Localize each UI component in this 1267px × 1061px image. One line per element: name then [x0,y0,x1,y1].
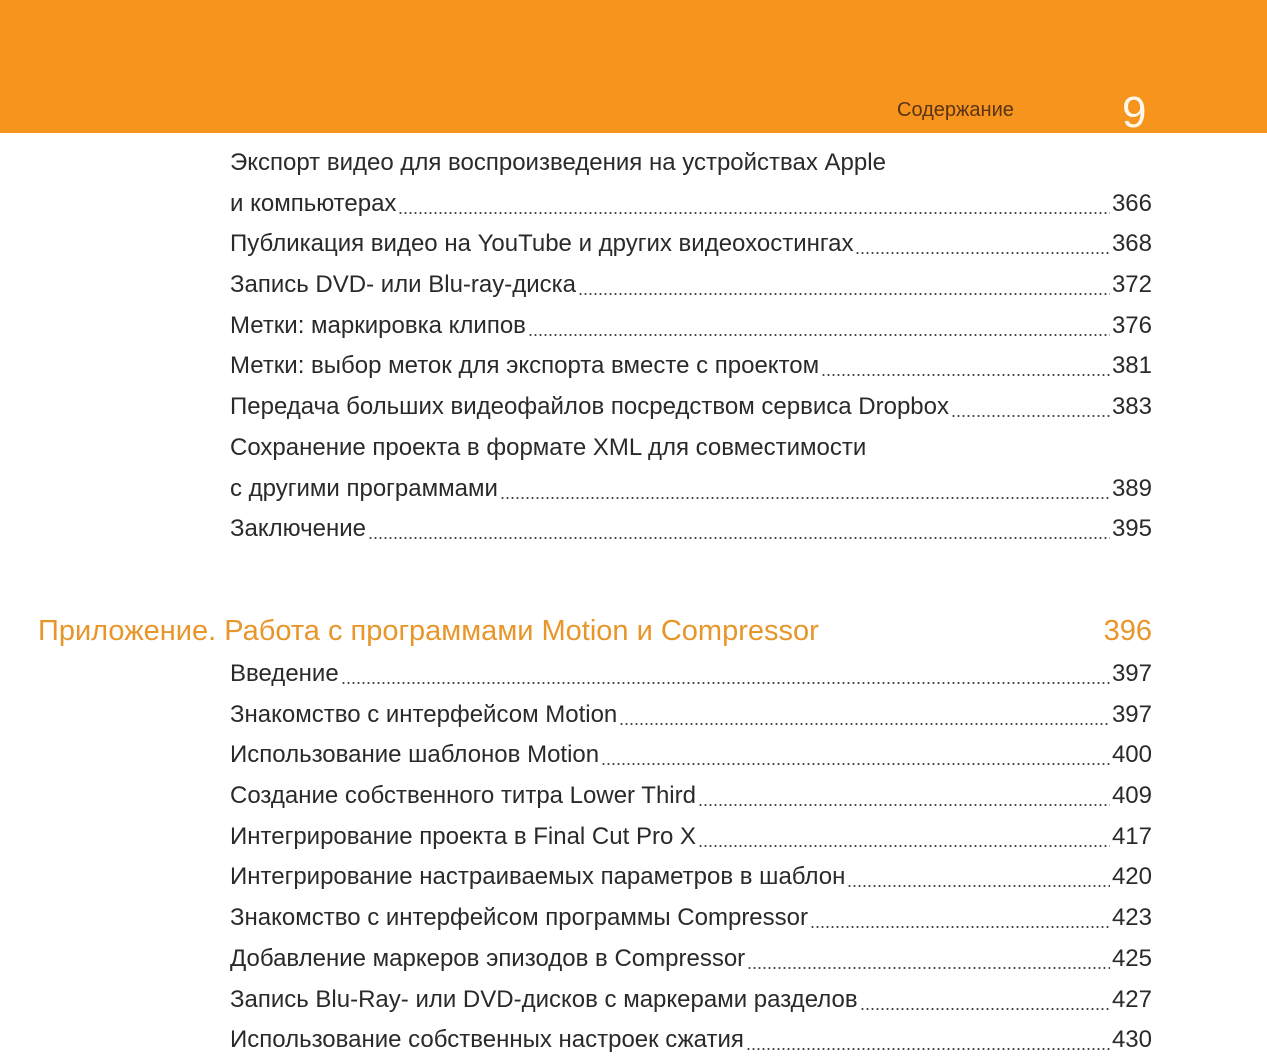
toc-entry-line [230,939,1152,980]
toc-entry-line [230,817,1152,858]
toc-entry-page: 400 [1111,741,1152,769]
toc-entry-page: 425 [1111,944,1152,972]
toc-entry-line [230,898,1152,939]
section-heading[interactable] [38,609,1152,653]
leader-dots [951,387,1110,428]
toc-list-bottom [230,654,1152,1061]
toc-entry-title: Сохранение проекта в формате XML для совместимости [230,433,867,461]
toc-entry-title: Передача больших видеофайлов посредством сервиса Dropbox [230,393,949,421]
toc-entry-title: Знакомство с интерфейсом программы Compressor [230,904,808,932]
leader-dots [698,776,1110,817]
toc-entry-title: Метки: выбор меток для экспорта вместе с проектом [230,352,820,380]
toc-entry-line [230,428,1152,469]
toc-entry[interactable] [230,428,1152,509]
toc-entry-title: Интегрирование настраиваемых параметров в шаблон [230,863,846,891]
toc-entry-title: Знакомство с интерфейсом Motion [230,700,618,728]
toc-entry-page: 376 [1111,311,1152,339]
toc-entry-page: 417 [1111,822,1152,850]
toc-entry[interactable] [230,980,1152,1021]
toc-entry[interactable] [230,939,1152,980]
toc-entry[interactable] [230,735,1152,776]
toc-entry[interactable] [230,387,1152,428]
leader-dots [500,469,1110,510]
toc-entry-page: 420 [1111,863,1152,891]
leader-dots [855,224,1110,265]
toc-entry-line [230,695,1152,736]
toc-entry[interactable] [230,306,1152,347]
toc-entry-title: Использование шаблонов Motion [230,741,600,769]
toc-entry-page: 409 [1111,782,1152,810]
toc-entry-page: 383 [1111,393,1152,421]
toc-entry-line [230,509,1152,550]
toc-entry-page: 389 [1111,474,1152,502]
toc-entry-title: Публикация видео на YouTube и других видеохостингах [230,230,854,258]
toc-entry-page: 395 [1111,515,1152,543]
toc-entry[interactable] [230,654,1152,695]
toc-entry[interactable] [230,346,1152,387]
toc-entry-title: Метки: маркировка клипов [230,311,526,339]
toc-entry-page: 381 [1111,352,1152,380]
toc-entry-page: 427 [1111,985,1152,1013]
toc-entry[interactable] [230,776,1152,817]
toc-entry-page: 430 [1111,1026,1152,1054]
toc-entry[interactable] [230,817,1152,858]
leader-dots [821,346,1110,387]
toc-entry-title: Создание собственного титра Lower Third [230,782,696,810]
leader-dots [747,939,1110,980]
toc-entry-page: 397 [1111,660,1152,687]
leader-dots [528,306,1110,347]
leader-dots [860,980,1110,1021]
toc-entry[interactable] [230,265,1152,306]
toc-entry-page: 368 [1111,230,1152,258]
leader-dots [578,265,1110,306]
toc-entry[interactable] [230,509,1152,550]
leader-dots [619,695,1110,736]
header-band [0,0,1267,137]
toc-entry-line [230,387,1152,428]
leader-dots [368,509,1110,550]
toc-entry-page: 366 [1111,189,1152,217]
toc-entry-line [230,735,1152,776]
toc-entry-line [230,776,1152,817]
leader-dots [398,184,1110,225]
leader-dots [746,1020,1110,1061]
running-title: Содержание [897,99,1014,121]
toc-entry-title: Запись DVD- или Blu-ray-диска [230,271,577,299]
toc-entry-title: Интегрирование проекта в Final Cut Pro X [230,822,696,850]
toc-entry[interactable] [230,695,1152,736]
toc-entry[interactable] [230,898,1152,939]
toc-entry-line [230,857,1152,898]
section-page: 396 [1103,615,1152,647]
toc-entry-page: 423 [1111,904,1152,932]
toc-entry-title: Добавление маркеров эпизодов в Compressor [230,944,746,972]
toc-entry[interactable] [230,1020,1152,1061]
toc-entry-line [230,143,1152,184]
section-title: Приложение. Работа с программами Motion и Compressor [38,615,819,647]
toc-entry-line [230,184,1152,225]
toc-entry-title: Запись Blu-Ray- или DVD-дисков с маркерами разделов [230,985,858,1013]
toc-entry-line [230,1020,1152,1061]
toc-entry-line [230,265,1152,306]
leader-dots [341,654,1110,695]
toc-entry-title: и компьютерах [230,189,397,217]
toc-entry-line [230,224,1152,265]
leader-dots [847,857,1110,898]
leader-dots [601,735,1110,776]
leader-dots [810,898,1110,939]
page-number: 9 [1122,88,1147,137]
toc-entry-title: Заключение [230,515,366,543]
toc-entry[interactable] [230,857,1152,898]
toc-entry[interactable] [230,143,1152,224]
toc-entry-title: Использование собственных настроек сжатия [230,1026,744,1054]
toc-entry-line [230,654,1152,695]
toc-entry[interactable] [230,224,1152,265]
toc-entry-line [230,346,1152,387]
toc-list-top [230,143,1152,550]
toc-entry-page: 372 [1111,271,1152,299]
toc-entry-line [230,469,1152,510]
toc-entry-title: Введение [230,660,339,687]
toc-entry-line [230,306,1152,347]
toc-entry-title: Экспорт видео для воспроизведения на устройствах Apple [230,149,886,176]
toc-entry-line [230,980,1152,1021]
leader-dots [698,817,1110,858]
toc-entry-title: с другими программами [230,474,498,502]
toc-entry-page: 397 [1111,700,1152,728]
